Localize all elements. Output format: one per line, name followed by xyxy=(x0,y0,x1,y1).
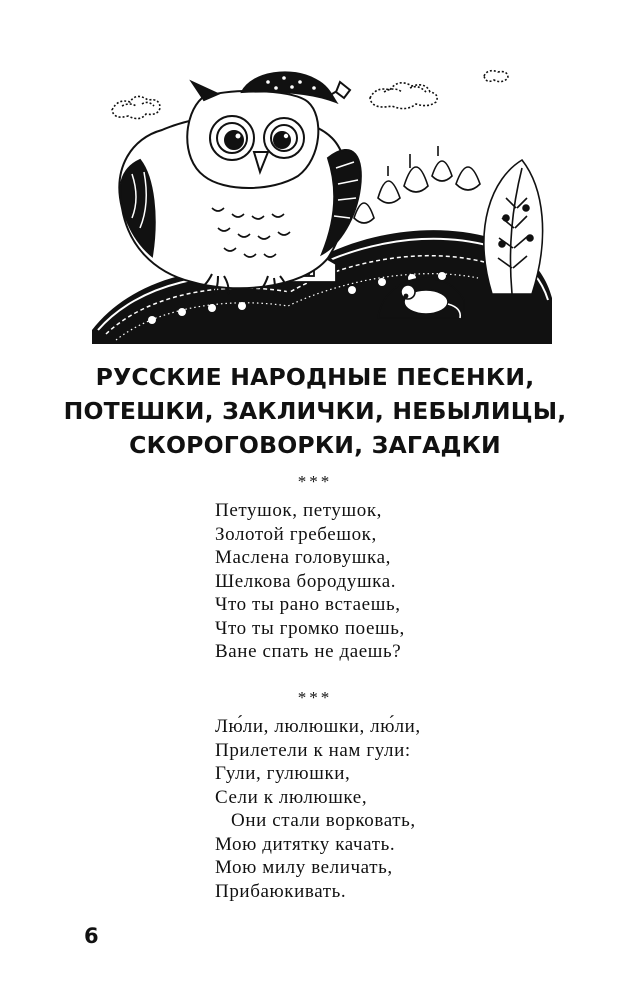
owl-illustration xyxy=(92,68,552,344)
heading-line-3: СКОРОГОВОРКИ, ЗАГАДКИ xyxy=(129,431,501,459)
poem-line: Лю́ли, люлюшки, лю́ли, xyxy=(215,716,421,737)
feather-tree xyxy=(484,160,543,294)
poem-line: Сели к люлюшке, xyxy=(215,786,368,808)
poem-2 xyxy=(215,715,421,903)
heading-line-1: РУССКИЕ НАРОДНЫЕ ПЕСЕНКИ, xyxy=(95,363,535,391)
section-heading xyxy=(60,360,570,462)
poem-line: Прибаюкивать. xyxy=(215,880,347,902)
poem-line: Ване спать не даешь? xyxy=(215,641,402,662)
poem-line: Петушок, петушок, xyxy=(215,500,383,521)
cloud-left xyxy=(112,96,160,118)
poem-line: Гули, гулюшки, xyxy=(215,763,351,784)
cloud-right xyxy=(370,71,508,109)
owl xyxy=(119,72,360,296)
poem-line: Что ты рано встаешь, xyxy=(215,594,401,615)
poem-line: Они стали ворковать, xyxy=(231,810,416,831)
poem-line: Шелкова бородушка. xyxy=(215,570,397,592)
poem-separator: *** xyxy=(297,688,333,707)
poem-line: Мою милу величать, xyxy=(215,857,393,878)
poem-line: Мою дитятку качать. xyxy=(215,833,396,855)
poem-line: Золотой гребешок, xyxy=(215,523,377,545)
trees xyxy=(354,146,480,223)
heading-line-2: ПОТЕШКИ, ЗАКЛИЧКИ, НЕБЫЛИЦЫ, xyxy=(63,397,567,425)
poem-line: Маслена головушка, xyxy=(215,547,391,568)
poem-1 xyxy=(215,499,405,664)
poem-separator: *** xyxy=(297,472,333,491)
poem-line: Прилетели к нам гули: xyxy=(215,739,411,761)
poem-line: Что ты громко поешь, xyxy=(215,617,405,639)
page-number: 6 xyxy=(84,924,99,948)
